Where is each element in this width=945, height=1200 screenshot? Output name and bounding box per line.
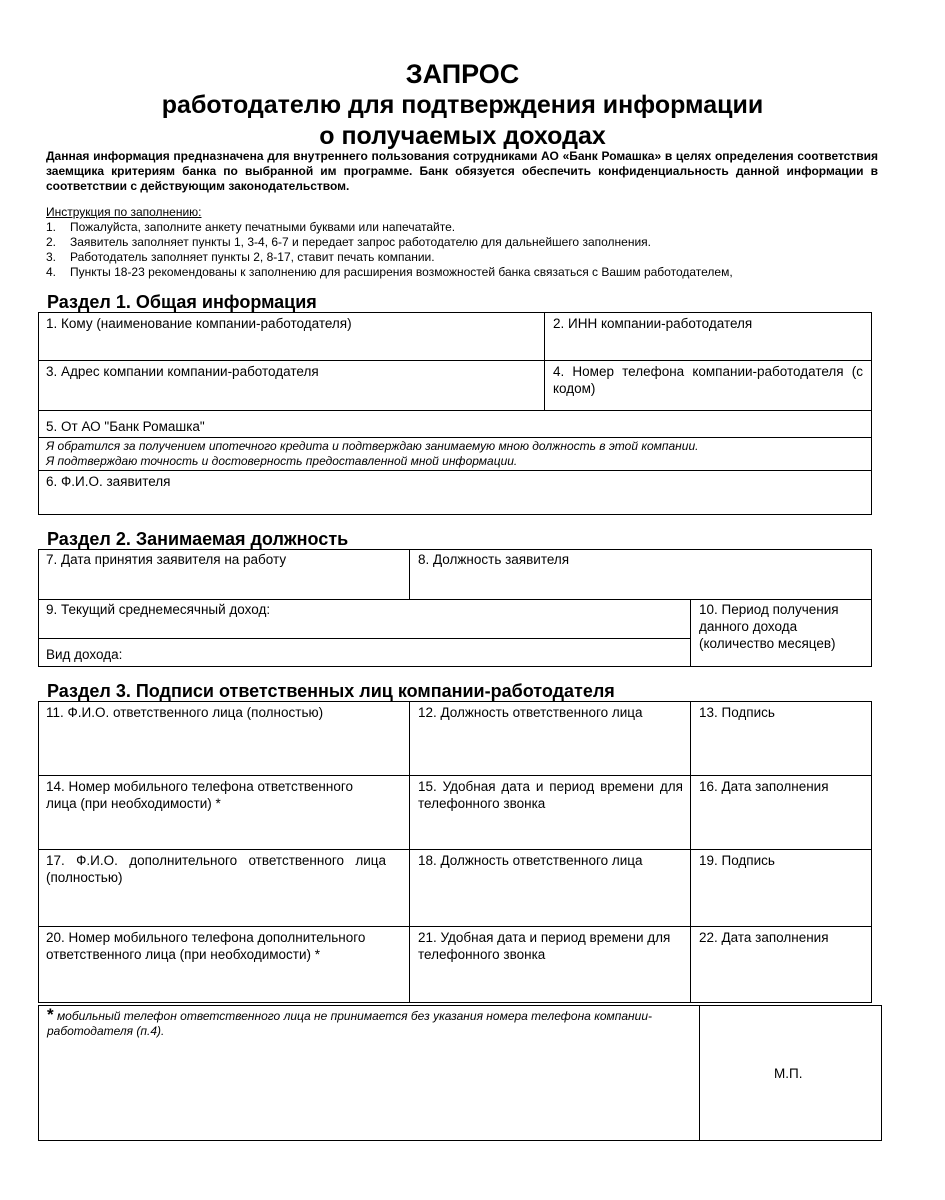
applicant-statement-line1: Я обратился за получением ипотечного кредита и подтверждаю занимаемую мною должность в этой компании. [46,439,699,453]
footnote-asterisk: * [47,1005,54,1024]
section2-divider [38,638,690,639]
section3-title: Раздел 3. Подписи ответственных лиц компании-работодателя [47,681,615,701]
instruction-item [46,250,878,265]
document-subtitle-line2: о получаемых доходах [319,122,606,150]
section3-divider [38,926,871,927]
field-3-employer-address[interactable]: 3. Адрес компании компании-работодателя [46,364,319,379]
document-header [0,58,925,152]
section2-divider [38,599,871,600]
stamp-placeholder[interactable]: М.П. [774,1066,803,1081]
field-12-responsible-position[interactable]: 12. Должность ответственного лица [418,705,643,720]
section1-title: Раздел 1. Общая информация [47,292,317,312]
section2-divider [409,549,410,599]
field-21-call-time[interactable]: 21. Удобная дата и период времени для телефонного звонка [418,930,671,962]
field-13-signature[interactable]: 13. Подпись [699,705,775,720]
instruction-item [46,220,878,235]
field-16-fill-date[interactable]: 16. Дата заполнения [699,779,829,794]
mobile-phone-footnote [47,1007,677,1039]
instruction-item [46,265,878,280]
field-1-employer-name[interactable]: 1. Кому (наименование компании-работодателя) [46,316,352,331]
instructions [46,205,878,280]
field-8-position[interactable]: 8. Должность заявителя [418,552,570,567]
field-10-income-period[interactable]: 10. Период получения данного дохода (количество месяцев) [699,602,839,651]
footnote-text: мобильный телефон ответственного лица не принимается без указания номера телефона компании-работодателя (п.4). [47,1009,652,1038]
intro-paragraph: Данная информация предназначена для внутреннего пользования сотрудниками АО «Банк Ромашка» в целях определения соответствия заемщика критериям банка по выбранной им программе. Банк обязуется обеспечить конфиденциальность данной информации в соответствии с действующим законодательством. [46,149,878,193]
section1-divider [38,437,871,438]
instructions-heading: Инструкция по заполнению: [46,205,202,219]
section3-divider [38,849,871,850]
field-20-additional-mobile[interactable]: 20. Номер мобильного телефона дополнительного ответственного лица (при необходимости) * [46,930,366,962]
document-title: ЗАПРОС [405,59,520,89]
section2-title: Раздел 2. Занимаемая должность [47,529,349,549]
field-19-signature[interactable]: 19. Подпись [699,853,775,868]
instruction-text: Заявитель заполняет пункты 1, 3-4, 6-7 и передает запрос работодателю для дальнейшего заполнения. [70,235,651,249]
instruction-number: 1. [46,220,57,234]
field-7-hire-date[interactable]: 7. Дата принятия заявителя на работу [46,552,287,567]
field-4-employer-phone[interactable]: 4. Номер телефона компании-работодателя (с кодом) [553,364,863,396]
document-subtitle-line1: работодателю для подтверждения информации [161,91,764,119]
instruction-text: Пожалуйста, заполните анкету печатными буквами или напечатайте. [70,220,456,234]
section2-divider [690,599,691,666]
field-11-responsible-name[interactable]: 11. Ф.И.О. ответственного лица (полностью) [46,705,324,720]
field-15-call-time[interactable]: 15. Удобная дата и период времени для телефонного звонка [418,779,683,811]
instruction-item [46,235,878,250]
field-income-type[interactable]: Вид дохода: [46,647,123,662]
instruction-number: 2. [46,235,57,249]
section1-divider [38,470,871,471]
footer-divider [699,1005,700,1140]
section1-divider [38,410,871,411]
instruction-number: 4. [46,265,57,279]
field-2-employer-inn[interactable]: 2. ИНН компании-работодателя [553,316,753,331]
field-14-responsible-mobile[interactable]: 14. Номер мобильного телефона ответственного лица (при необходимости) * [46,779,353,811]
field-5-from-bank: 5. От АО "Банк Ромашка" [46,419,205,434]
section1-divider [544,312,545,410]
instruction-text: Пункты 18-23 рекомендованы к заполнению для расширения возможностей банка связаться с Вашим работодателем, [70,265,733,279]
field-6-applicant-name[interactable]: 6. Ф.И.О. заявителя [46,474,171,489]
section3-divider [690,701,691,1002]
section3-divider [38,775,871,776]
field-22-fill-date[interactable]: 22. Дата заполнения [699,930,829,945]
section1-divider [38,360,871,361]
field-17-additional-name[interactable]: 17. Ф.И.О. дополнительного ответственного лица (полностью) [46,853,386,885]
field-18-additional-position[interactable]: 18. Должность ответственного лица [418,853,643,868]
applicant-statement-line2: Я подтверждаю точность и достоверность предоставленной мной информации. [46,454,518,468]
section3-divider [409,701,410,1002]
instruction-number: 3. [46,250,57,264]
field-9-monthly-income[interactable]: 9. Текущий среднемесячный доход: [46,602,271,617]
instruction-text: Работодатель заполняет пункты 2, 8-17, ставит печать компании. [70,250,435,264]
